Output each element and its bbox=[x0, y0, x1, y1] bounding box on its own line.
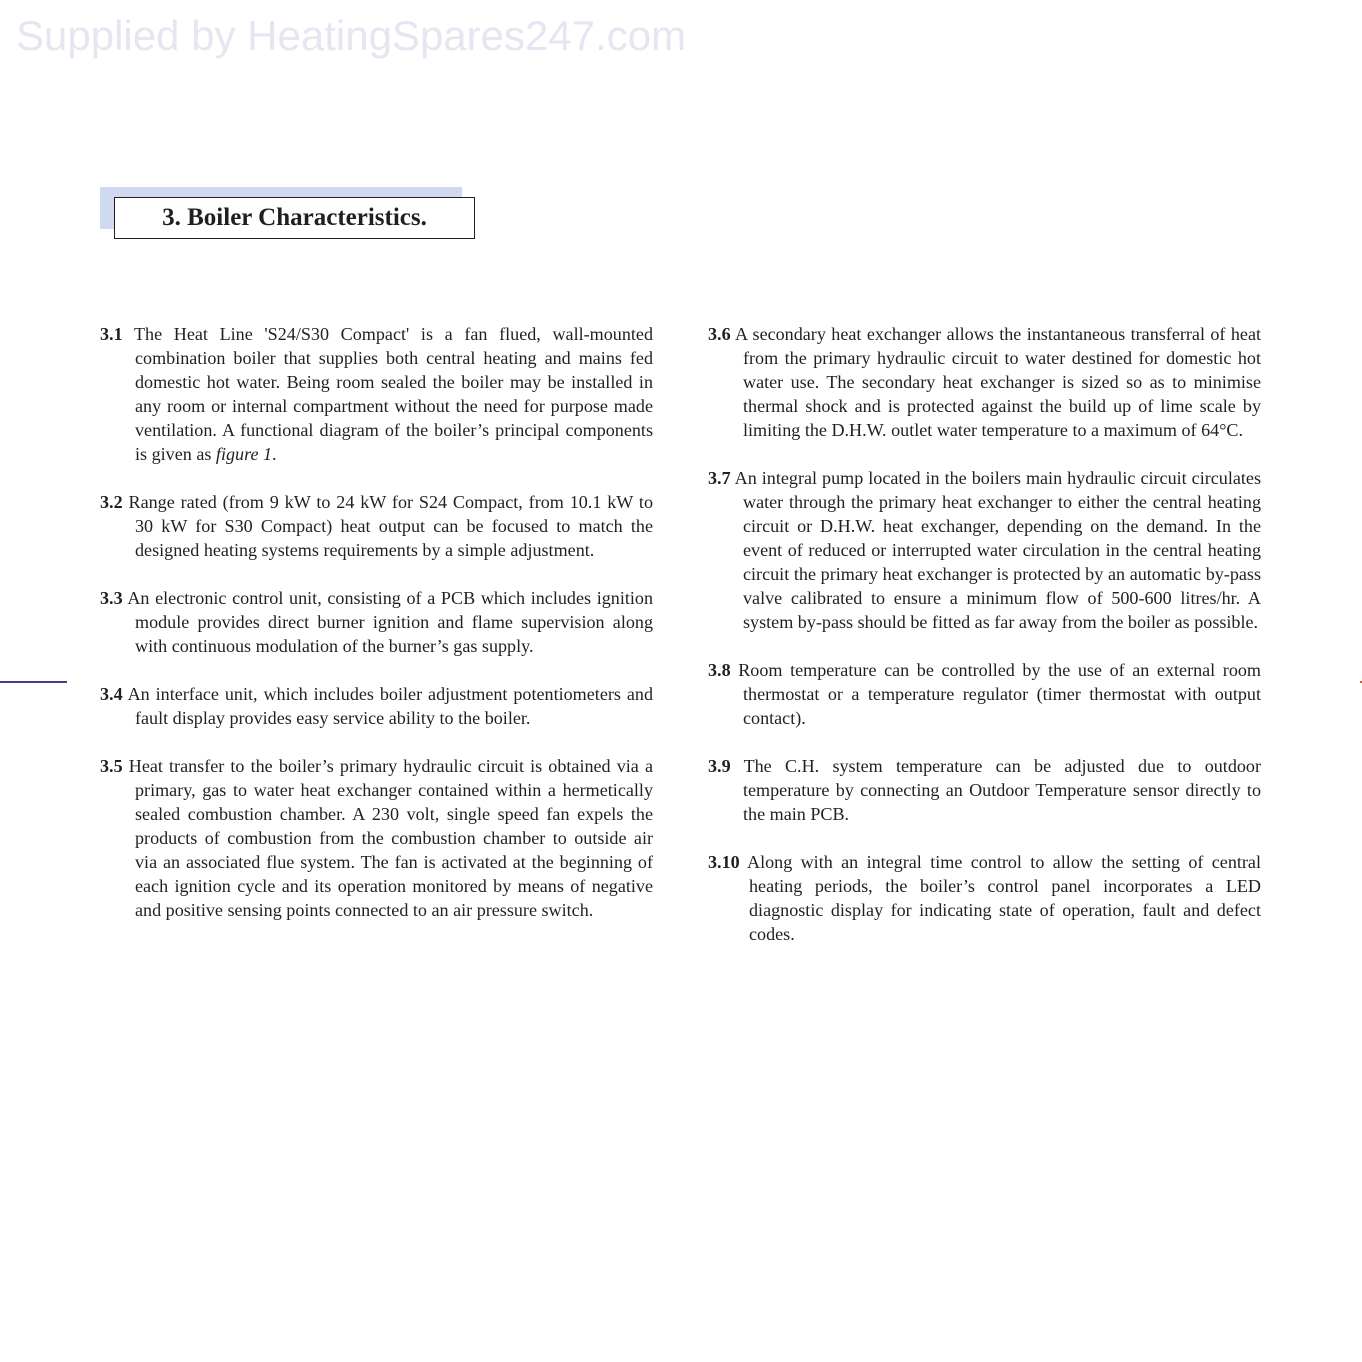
left-column bbox=[100, 304, 653, 946]
paragraph-3-10 bbox=[708, 850, 1261, 946]
paragraph-text: Range rated (from 9 kW to 24 kW for S24 Compact, from 10.1 kW to 30 kW for S30 Compact) heat output can be focused to match the designed heating systems requirements by a simple adjustment. bbox=[128, 492, 654, 561]
paragraph-number: 3.10 bbox=[708, 852, 740, 873]
paragraph-3-7 bbox=[708, 466, 1261, 634]
paragraph-3-5 bbox=[100, 754, 653, 922]
paragraph-text: An electronic control unit, consisting of a PCB which includes ignition module provides direct burner ignition and flame supervision along with continuous modulation of the burner’s gas supply. bbox=[127, 588, 653, 657]
paragraph-text: An integral pump located in the boilers main hydraulic circuit circulates water through the primary heat exchanger to either the central heating circuit or D.H.W. heat exchanger, depending on the demand. In the event of reduced or interrupted water circulation in the central heating circuit the primary heat exchanger is protected by an automatic by-pass valve calibrated to ensure a minimum flow of 500-600 litres/hr. A system by-pass should be fitted as far away from the boiler as possible. bbox=[734, 468, 1261, 633]
paragraph-text: Along with an integral time control to allow the setting of central heating periods, the boiler’s control panel incorporates a LED diagnostic display for indicating state of operation, fault and defect codes. bbox=[747, 852, 1261, 945]
margin-marker-line bbox=[0, 681, 67, 683]
paragraph-number: 3.5 bbox=[100, 756, 123, 777]
paragraph-number: 3.9 bbox=[708, 756, 731, 777]
section-title-box bbox=[114, 197, 475, 239]
right-column bbox=[708, 304, 1261, 970]
paragraph-3-8 bbox=[708, 658, 1261, 730]
paragraph-3-3 bbox=[100, 586, 653, 658]
paragraph-3-6 bbox=[708, 322, 1261, 442]
paragraph-3-1 bbox=[100, 322, 653, 466]
paragraph-3-2 bbox=[100, 490, 653, 562]
paragraph-number: 3.1 bbox=[100, 324, 123, 345]
paragraph-tail: . bbox=[272, 444, 277, 465]
paragraph-text: An interface unit, which includes boiler adjustment potentiometers and fault display provides easy service ability to the boiler. bbox=[127, 684, 653, 729]
paragraph-number: 3.8 bbox=[708, 660, 731, 681]
paragraph-number: 3.7 bbox=[708, 468, 731, 489]
watermark-text: Supplied by HeatingSpares247.com bbox=[16, 12, 687, 59]
paragraph-text: A secondary heat exchanger allows the instantaneous transferral of heat from the primary hydraulic circuit to water destined for domestic hot water use. The secondary heat exchanger is sized so as to minimise thermal shock and is protected against the build up of lime scale by limiting the D.H.W. outlet water temperature to a maximum of 64°C. bbox=[735, 324, 1261, 441]
paragraph-number: 3.2 bbox=[100, 492, 123, 513]
paragraph-3-9 bbox=[708, 754, 1261, 826]
paragraph-number: 3.3 bbox=[100, 588, 123, 609]
paragraph-text: The Heat Line 'S24/S30 Compact' is a fan flued, wall-mounted combination boiler that supplies both central heating and mains fed domestic hot water. Being room sealed the boiler may be installed in any room or internal compartment without the need for purpose made ventilation. A functional diagram of the boiler’s principal components is given as bbox=[133, 324, 653, 465]
paragraph-text: Heat transfer to the boiler’s primary hydraulic circuit is obtained via a primary, gas to water heat exchanger contained within a hermetically sealed combustion chamber. A 230 volt, single speed fan expels the products of combustion from the combustion chamber to outside air via an associated flue system. The fan is activated at the beginning of each ignition cycle and its operation monitored by means of negative and positive sensing points connected to an air pressure switch. bbox=[128, 756, 653, 921]
figure-reference: figure 1 bbox=[215, 444, 273, 465]
paragraph-text: Room temperature can be controlled by the use of an external room thermostat or a temperature regulator (timer thermostat with output contact). bbox=[738, 660, 1261, 729]
paragraph-text: The C.H. system temperature can be adjusted due to outdoor temperature by connecting an Outdoor Temperature sensor directly to the main PCB. bbox=[743, 756, 1261, 825]
section-title: 3. Boiler Characteristics. bbox=[162, 204, 427, 231]
paragraph-number: 3.4 bbox=[100, 684, 123, 705]
paragraph-3-4 bbox=[100, 682, 653, 730]
paragraph-number: 3.6 bbox=[708, 324, 731, 345]
